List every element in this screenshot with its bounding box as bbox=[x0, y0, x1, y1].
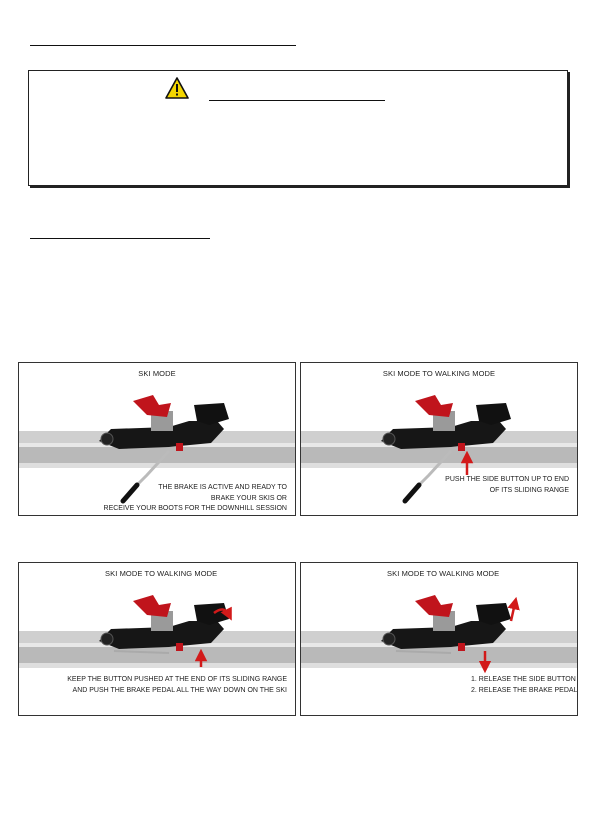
panel-title: SKI MODE TO WALKING MODE bbox=[387, 569, 500, 578]
walking-mode-step3-panel bbox=[300, 562, 578, 716]
side-button bbox=[458, 443, 465, 451]
side-button bbox=[176, 443, 183, 451]
caption-line: RECEIVE YOUR BOOTS FOR THE DOWNHILL SESSION bbox=[103, 505, 287, 512]
binding-body bbox=[99, 595, 229, 649]
binding-pivot bbox=[101, 433, 113, 445]
caption-line: PUSH THE SIDE BUTTON UP TO END bbox=[445, 476, 569, 483]
panel-caption bbox=[471, 675, 577, 696]
binding-heel-lever bbox=[476, 403, 511, 425]
ski-rail-edge bbox=[301, 663, 578, 668]
binding-pivot bbox=[101, 633, 113, 645]
section-heading-rule-second bbox=[30, 238, 210, 239]
warning-triangle-icon bbox=[165, 77, 189, 99]
binding-red-lever bbox=[415, 395, 453, 417]
binding-body bbox=[381, 395, 511, 449]
brake-pedal bbox=[405, 485, 419, 501]
side-button bbox=[458, 643, 465, 651]
ski-rail-lower bbox=[301, 647, 578, 663]
caption-line: 2. RELEASE THE BRAKE PEDAL bbox=[471, 686, 578, 694]
caption-line: 1. RELEASE THE SIDE BUTTON bbox=[471, 676, 576, 683]
side-button bbox=[176, 643, 183, 651]
panel-title: SKI MODE TO WALKING MODE bbox=[105, 569, 218, 578]
binding-heel-lever bbox=[194, 603, 229, 625]
binding-red-lever bbox=[133, 395, 171, 417]
ski-rail-lower bbox=[301, 447, 578, 463]
binding-red-lever bbox=[415, 595, 453, 617]
panel-title: SKI MODE bbox=[138, 369, 176, 378]
warning-heading-rule bbox=[209, 100, 385, 101]
ski-mode-panel bbox=[18, 362, 296, 516]
caption-line: OF ITS SLIDING RANGE bbox=[489, 486, 569, 494]
binding-body bbox=[99, 395, 229, 449]
panel-caption bbox=[67, 675, 287, 696]
ski-rail-lower bbox=[19, 647, 296, 663]
warning-box bbox=[28, 70, 568, 186]
ski-rail-edge bbox=[19, 663, 296, 668]
binding-pivot bbox=[383, 633, 395, 645]
walking-mode-step2-panel bbox=[18, 562, 296, 716]
caption-line: AND PUSH THE BRAKE PEDAL ALL THE WAY DOWN ON THE SKI bbox=[72, 686, 287, 694]
direction-arrow bbox=[511, 603, 515, 621]
binding-body bbox=[381, 595, 511, 649]
panel-caption bbox=[104, 483, 287, 515]
binding-heel-lever bbox=[194, 403, 229, 425]
binding-red-lever bbox=[133, 595, 171, 617]
panel-title: SKI MODE TO WALKING MODE bbox=[382, 369, 496, 378]
section-heading-rule-top bbox=[30, 45, 296, 46]
binding-heel-lever bbox=[476, 603, 511, 625]
binding-pivot bbox=[383, 433, 395, 445]
panel-caption bbox=[445, 475, 569, 496]
walking-mode-step1-panel bbox=[300, 362, 578, 516]
caption-line: BRAKE YOUR SKIS OR bbox=[210, 494, 287, 502]
caption-line: THE BRAKE IS ACTIVE AND READY TO bbox=[158, 484, 287, 491]
caption-line: KEEP THE BUTTON PUSHED AT THE END OF ITS SLIDING RANGE bbox=[67, 676, 287, 683]
ski-rail-lower bbox=[19, 447, 296, 463]
